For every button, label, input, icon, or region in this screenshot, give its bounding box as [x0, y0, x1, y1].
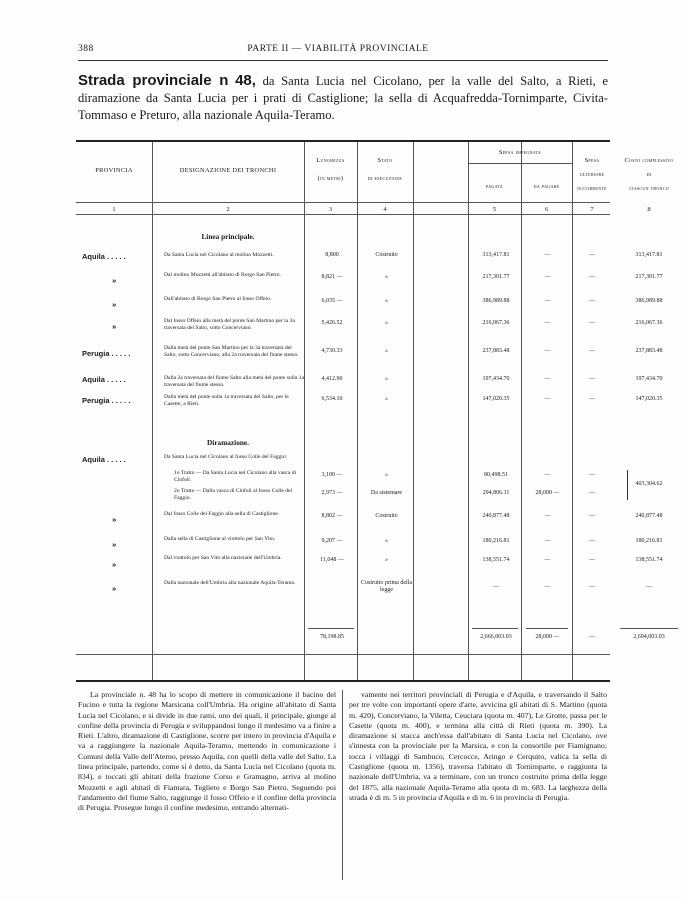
road-title	[78, 72, 608, 124]
header-costo-2: di	[646, 171, 652, 178]
header-spesa-ulteriore-3: occorrente	[577, 185, 607, 192]
row-lunghezza: 4,730.33	[321, 348, 343, 354]
column-number: 3	[328, 206, 333, 213]
row-costo: 240,877.48	[635, 513, 663, 519]
row-costo: 313,417.81	[635, 252, 663, 258]
row-costo: 237,883.48	[635, 348, 663, 354]
row-lunghezza: 9,207 —	[321, 538, 343, 544]
row-stato: »	[385, 320, 388, 326]
header-designazione: DESIGNAZIONE DEI TRONCHI	[179, 167, 277, 174]
row-pagata: 237,883.48	[482, 348, 510, 354]
column-divider-text	[342, 690, 343, 880]
row-costo: 216,067.36	[635, 320, 663, 326]
road-number: 48,	[235, 72, 256, 89]
row-provincia: »	[112, 540, 117, 549]
row-costo: 197,434.70	[635, 376, 663, 382]
header-pagata: pagata	[486, 183, 503, 190]
row-spesa-ulteriore: —	[589, 348, 595, 354]
row-provincia: Perugia . . . . .	[82, 349, 131, 358]
row-spesa-ulteriore: —	[589, 274, 595, 280]
row-da-pagare: —	[544, 320, 551, 326]
row-stato: Costruito prima della legge	[361, 580, 412, 593]
header-lunghezza: Lunghezza	[316, 157, 345, 164]
row-stato: »	[385, 298, 388, 304]
row-stato: »	[385, 557, 388, 563]
row-da-pagare: —	[544, 513, 551, 519]
total-rule	[472, 628, 518, 629]
body-text-left: La provinciale n. 48 ha lo scopo di mettere in comunicazione il bacino del Fucino e tutta la regione Marsicana coll'Umbria. Ha origine all'abitato di Santa Lucia nel Cicolano, e si divide in due rami, uno dei quali, il principale, giunge al confine della provincia di Perugia e sviluppandosi lungo il medesimo va a finire a Rieti. L'altro, diramazione di Castiglione, scorre per intero in provincia d'Aquila e va a raggiungere la nazionale Aquila-Teramo, mettendo in comunicazione i Comuni della Valle dell'Aterno, presso Aquila, con quelli della valle del Salto. La linea principale, partendo, come si è detto, da Santa Lucia nel Cicolano (quota m. 834), e toccati gli abitati della frazione Corso e Gramagno, arriva al molino Mozzetti e agli abitati di Fiamara, Teglieto e Borgo San Pietro. Seguendo poi l'andamento del fiume Salto, raggiunge il fosso Offeio e il confine della provincia di Perugia. Prosegue lungo il confine medesimo, entrando alternati-	[78, 690, 336, 813]
row-pagata: 240,877.48	[482, 513, 510, 519]
row-spesa-ulteriore: —	[589, 298, 595, 304]
column-number-rule	[76, 214, 610, 215]
table-inner-bottom-rule	[76, 654, 610, 655]
row-designazione: Dalla metà del ponte San Martino per la 3a traversata del Salto, sotto Concerviano, alla 2a traversata del fiume stesso.	[164, 345, 299, 358]
row-spesa-ulteriore: —	[589, 472, 595, 478]
row-provincia: »	[112, 560, 117, 569]
row-stato: »	[385, 396, 388, 402]
row-da-pagare: —	[544, 396, 551, 402]
road-description: da Santa Lucia nel Cicolano, per la valle del Salto, a Rieti, e diramazione da Santa Lucia per i prati di Castiglione; la sella di Acquafredda-Tornimparte, Civita-Tommaso e Preturo, alla nazionale Aquila-Teramo.	[78, 74, 608, 122]
header-spesa-ulteriore-2: ulteriore	[579, 171, 605, 178]
row-provincia: Perugia . . . . .	[82, 396, 131, 405]
row-designazione: Dal viottolo per San Vito alla nazionale dell'Umbria.	[164, 555, 282, 561]
row-da-pagare: —	[544, 376, 551, 382]
row-provincia: »	[112, 515, 117, 524]
row-pagata: 80,498.51	[484, 472, 508, 478]
header-lunghezza-unit: (in metri)	[317, 175, 344, 182]
row-spesa-ulteriore: —	[589, 320, 595, 326]
total-rule	[308, 628, 354, 629]
row-provincia: Aquila . . . . .	[82, 455, 126, 464]
row-costo: 147,020.35	[635, 396, 663, 402]
header-provincia: PROVINCIA	[95, 167, 133, 174]
column-divider	[468, 142, 469, 680]
road-table	[76, 140, 674, 682]
row-da-pagare: —	[544, 472, 551, 478]
row-provincia: »	[112, 300, 117, 309]
row-costo: 386,989.88	[635, 298, 663, 304]
row-lunghezza: 5,426.52	[321, 320, 343, 326]
section-linea-principale: Linea principale.	[201, 232, 255, 241]
row-designazione: Dalla sella di Castiglione al viottolo per San Vito.	[164, 536, 276, 542]
row-da-pagare: —	[544, 252, 551, 258]
row-provincia: »	[112, 276, 117, 285]
column-divider	[572, 142, 573, 680]
total-spesa-ulteriore: —	[589, 634, 595, 640]
total-rule	[526, 628, 568, 629]
row-stato: Costruito	[375, 252, 398, 258]
row-pagata: —	[493, 584, 499, 590]
row-stato: Da sistemare	[370, 490, 403, 496]
row-costo: 217,301.77	[635, 274, 663, 280]
page-number: 388	[78, 44, 94, 54]
row-spesa-ulteriore: —	[589, 490, 595, 496]
column-number: 5	[492, 206, 497, 213]
section-diramazione: Diramazione.	[207, 438, 249, 447]
row-spesa-ulteriore: —	[589, 396, 595, 402]
brace-mark	[627, 470, 628, 500]
column-divider	[304, 142, 305, 680]
header-stato: Stato	[377, 157, 393, 164]
row-designazione: Dal molino Mozzetti all'abitato di Borgo San Pietro.	[164, 272, 281, 278]
column-number: 8	[647, 206, 651, 213]
column-number: 6	[544, 206, 549, 213]
row-costo: 180,216.81	[635, 538, 663, 544]
row-provincia: Aquila . . . . .	[82, 252, 126, 261]
row-spesa-ulteriore: —	[589, 513, 595, 519]
row-costo: —	[646, 584, 652, 590]
row-costo: 403,304.62	[635, 481, 663, 487]
column-divider	[152, 142, 153, 680]
row-da-pagare: —	[544, 584, 551, 590]
row-pagata: 386,989.88	[482, 298, 510, 304]
row-stato: »	[385, 472, 388, 478]
row-designazione: 1o Tratto — Da Santa Lucia nel Cicolano alla vasca di Cinfoli.	[174, 470, 297, 483]
row-pagata: 197,434.70	[482, 376, 510, 382]
header-spesa-impegnata: Spesa impegnata	[498, 149, 542, 156]
row-lunghezza: 8,800	[325, 252, 339, 258]
column-divider	[413, 142, 414, 680]
total-rule	[620, 628, 678, 629]
row-designazione: Dal fosso Offeio alla metà del ponte San Martino per la 3a traversata del Salto, sotto Concerviano.	[164, 318, 295, 331]
row-da-pagare: —	[544, 538, 551, 544]
row-spesa-ulteriore: —	[589, 557, 595, 563]
header-spesa-ulteriore: Spesa	[584, 157, 600, 164]
column-divider	[521, 142, 522, 680]
row-provincia: »	[112, 584, 117, 593]
row-lunghezza: 6,035 —	[321, 298, 343, 304]
row-designazione: Dalla metà del ponte sulla 1a traversata del Salto, per le Casette, a Rieti.	[164, 394, 289, 407]
row-da-pagare: —	[544, 274, 551, 280]
row-lunghezza: 6,534.10	[321, 396, 343, 402]
row-stato: »	[385, 348, 388, 354]
road-label: Strada provinciale n	[78, 72, 229, 89]
row-stato: Costruito	[375, 513, 398, 519]
row-da-pagare: 28,000 —	[535, 490, 560, 496]
row-spesa-ulteriore: —	[589, 376, 595, 382]
row-stato: »	[385, 376, 388, 382]
column-number: 2	[226, 206, 230, 213]
total-da-pagare: 28,000 —	[535, 634, 560, 640]
row-pagata: 217,301.77	[482, 274, 510, 280]
row-da-pagare: —	[544, 298, 551, 304]
row-pagata: 147,020.35	[482, 396, 510, 402]
row-spesa-ulteriore: —	[589, 252, 595, 258]
row-provincia: »	[112, 322, 117, 331]
row-lunghezza: 8,802 —	[321, 513, 343, 519]
row-lunghezza: 2,973 —	[321, 490, 343, 496]
header-da-pagare: da pagare	[533, 183, 560, 190]
row-costo: 138,551.74	[635, 557, 663, 563]
row-spesa-ulteriore: —	[589, 584, 595, 590]
row-designazione: Da Santa Lucia nel Cicolano al molino Mozzetti.	[164, 252, 274, 258]
total-costo: 2,694,003.03	[633, 634, 665, 640]
row-lunghezza: 8,821 —	[321, 274, 343, 280]
row-pagata: 138,551.74	[482, 557, 510, 563]
row-designazione: Dalla 2a traversata del fiume Salto alla metà del ponte sulla 1a traversata del fiume stesso.	[164, 375, 304, 388]
row-stato: »	[385, 274, 388, 280]
header-rule	[78, 60, 608, 61]
spesa-rule	[468, 163, 572, 164]
running-title: PARTE II — VIABILITÀ PROVINCIALE	[247, 44, 429, 54]
header-costo-3: ciascun tronco	[629, 185, 669, 192]
row-designazione: 2o Tratto — Dalla vasca di Cinfoli al fosso Colle del Faggio.	[174, 488, 293, 501]
column-number: 1	[112, 206, 116, 213]
row-pagata: 180,216.81	[482, 538, 510, 544]
row-designazione: Dall'abitato di Borgo San Pietro al fosso Offeio.	[164, 296, 272, 302]
header-bottom-rule	[76, 202, 610, 203]
row-spesa-ulteriore: —	[589, 538, 595, 544]
row-designazione: Da Santa Lucia nel Cicolano al fosso Colle del Faggio:	[164, 454, 288, 460]
row-lunghezza: 4,412.90	[321, 376, 343, 382]
row-da-pagare: —	[544, 348, 551, 354]
row-designazione: Dal fosso Colle del Faggio alla sella di Castiglione.	[164, 511, 280, 517]
row-lunghezza: 3,100 —	[321, 472, 343, 478]
column-number: 4	[383, 206, 387, 213]
row-pagata: 294,806.11	[482, 490, 510, 496]
body-text-right: vamente nei territori provinciali di Perugia e d'Aquila, e traversando il Salto per tre volte con importanti opere d'arte, avvicina gli abitati di S. Martino (quota m. 420), Concerviano, la Viletta, Ceuciara (quota m. 407), Le Grotte, passa per le Casette (quota m. 400), e termina alla città di Rieti (quota m. 390). La diramazione si stacca anch'essa dall'abitato di Santa Lucia nel Cicolano, ove s'innesta con la provinciale per la Marsica, e con la consortile per Fiamignano; tocca i villaggi di Sambuco, Cercocce, Aringo e Cerquito, valica la sella di Castiglione (quota m. 1356), traversa l'abitato di Tornimparte, e raggiunta la nazionale dell'Umbria, va a terminare, con un tronco costruito prima della legge del 1875, alla nazionale Aquila-Teramo alla quota di m. 683. La larghezza della strada è di m. 5 in provincia d'Aquila e di m. 6 in provincia di Perugia.	[349, 690, 607, 802]
row-lunghezza: 11,048 —	[320, 557, 344, 563]
row-stato: »	[385, 538, 388, 544]
row-designazione: Dalla nazionale dell'Umbria alla nazionale Aquila-Teramo.	[164, 580, 296, 586]
total-pagata: 2,666,003.03	[480, 634, 512, 640]
column-divider	[357, 142, 358, 680]
column-number: 7	[590, 206, 594, 213]
row-da-pagare: —	[544, 557, 551, 563]
row-pagata: 313,417.81	[482, 252, 510, 258]
row-provincia: Aquila . . . . .	[82, 375, 126, 384]
header-stato-2: di esecuzione	[367, 175, 403, 182]
header-costo: Costo complessivo	[624, 157, 674, 164]
row-pagata: 216,067.36	[482, 320, 510, 326]
total-lunghezza: 78,198.85	[320, 634, 344, 640]
